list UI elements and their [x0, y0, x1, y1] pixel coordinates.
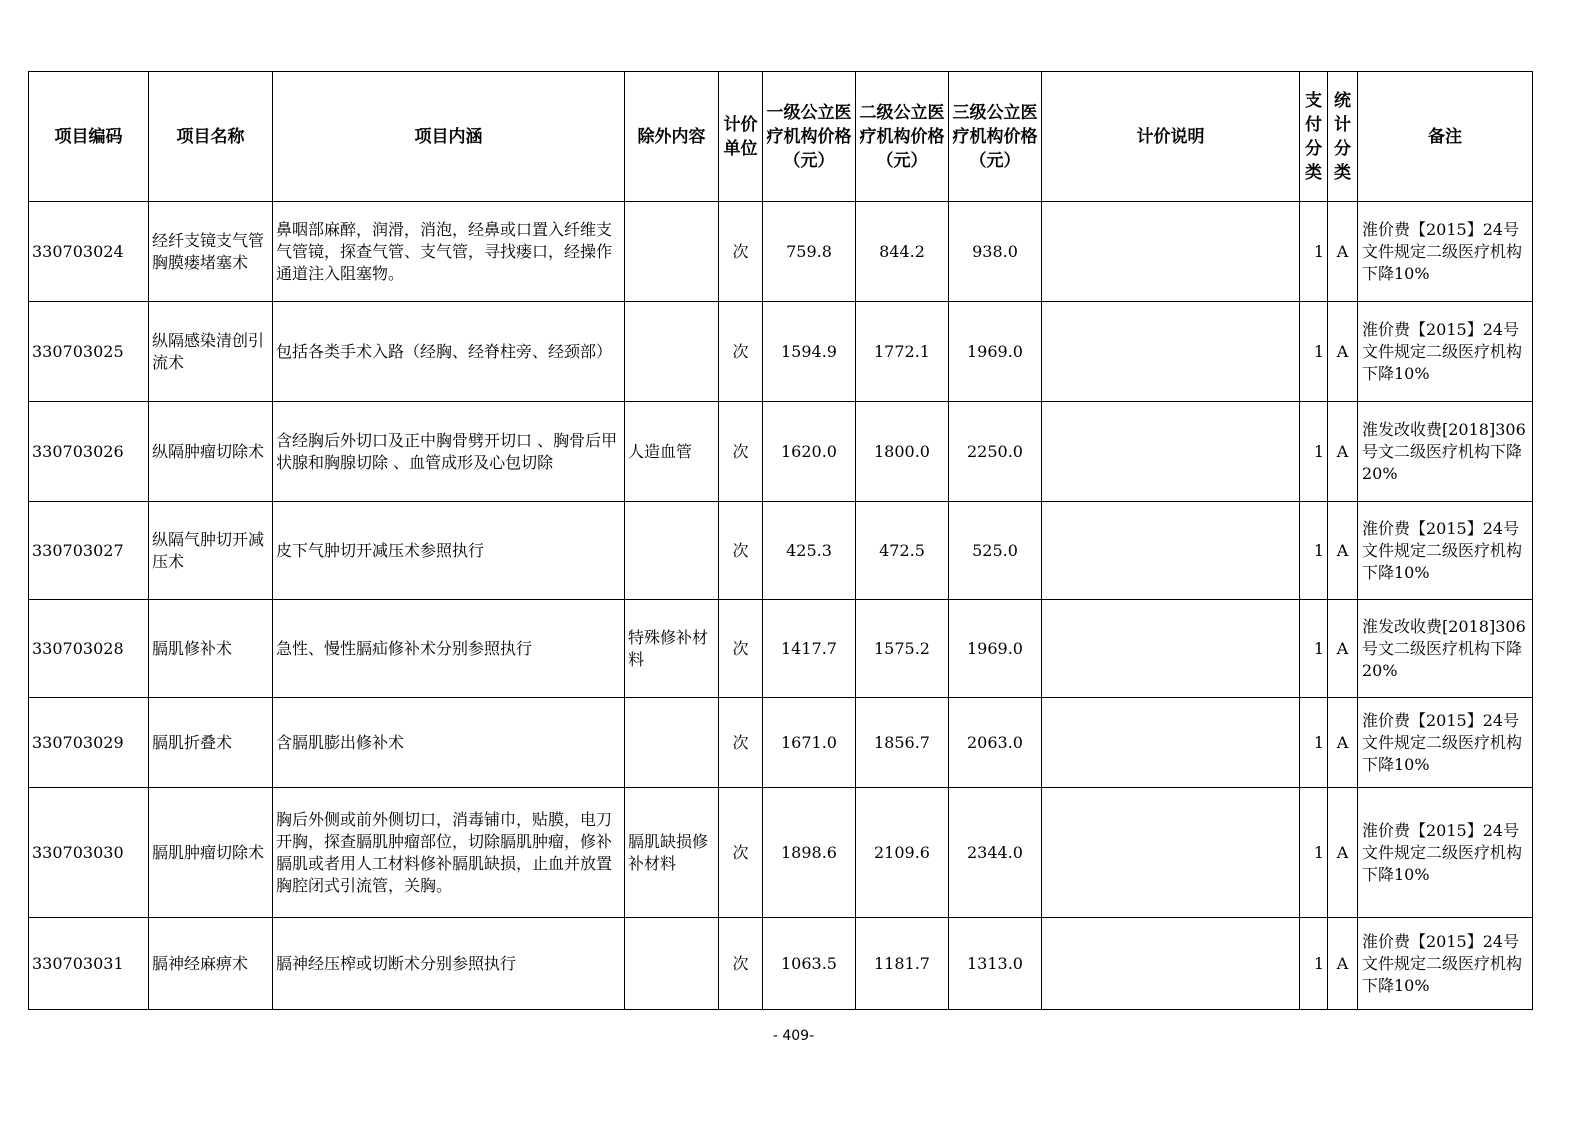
cell-stat: A	[1328, 202, 1358, 302]
cell-remark: 淮价费【2015】24号文件规定二级医疗机构下降10%	[1358, 302, 1533, 402]
header-exclude: 除外内容	[625, 72, 719, 202]
cell-unit: 次	[719, 698, 763, 788]
cell-unit: 次	[719, 402, 763, 502]
table-row	[29, 600, 1533, 698]
header-price2: 二级公立医疗机构价格（元）	[856, 72, 949, 202]
table-header-row	[29, 72, 1533, 202]
cell-price2: 1772.1	[856, 302, 949, 402]
cell-name: 膈肌肿瘤切除术	[149, 788, 273, 918]
cell-price3: 1969.0	[949, 302, 1042, 402]
cell-name: 膈神经麻痹术	[149, 918, 273, 1010]
header-content: 项目内涵	[273, 72, 625, 202]
cell-pay: 1	[1300, 698, 1328, 788]
cell-price1: 1671.0	[763, 698, 856, 788]
cell-stat: A	[1328, 788, 1358, 918]
table-row	[29, 202, 1533, 302]
cell-price3: 2344.0	[949, 788, 1042, 918]
cell-content: 急性、慢性膈疝修补术分别参照执行	[273, 600, 625, 698]
header-name: 项目名称	[149, 72, 273, 202]
cell-exclude	[625, 502, 719, 600]
header-explain: 计价说明	[1042, 72, 1300, 202]
cell-price2: 844.2	[856, 202, 949, 302]
cell-explain	[1042, 698, 1300, 788]
cell-explain	[1042, 788, 1300, 918]
cell-code: 330703026	[29, 402, 149, 502]
cell-remark: 淮价费【2015】24号文件规定二级医疗机构下降10%	[1358, 202, 1533, 302]
cell-name: 纵隔肿瘤切除术	[149, 402, 273, 502]
cell-unit: 次	[719, 918, 763, 1010]
cell-price3: 1969.0	[949, 600, 1042, 698]
table-row	[29, 918, 1533, 1010]
cell-code: 330703024	[29, 202, 149, 302]
header-price1: 一级公立医疗机构价格（元）	[763, 72, 856, 202]
cell-exclude	[625, 698, 719, 788]
cell-explain	[1042, 600, 1300, 698]
cell-remark: 淮价费【2015】24号文件规定二级医疗机构下降10%	[1358, 502, 1533, 600]
cell-unit: 次	[719, 788, 763, 918]
cell-exclude: 人造血管	[625, 402, 719, 502]
cell-name: 纵隔感染清创引流术	[149, 302, 273, 402]
cell-content: 胸后外侧或前外侧切口，消毒铺巾，贴膜，电刀开胸，探查膈肌肿瘤部位，切除膈肌肿瘤，修补膈肌或者用人工材料修补膈肌缺损，止血并放置胸腔闭式引流管，关胸。	[273, 788, 625, 918]
cell-exclude: 特殊修补材料	[625, 600, 719, 698]
cell-remark: 淮价费【2015】24号文件规定二级医疗机构下降10%	[1358, 698, 1533, 788]
cell-price2: 1856.7	[856, 698, 949, 788]
cell-pay: 1	[1300, 302, 1328, 402]
cell-content: 含经胸后外切口及正中胸骨劈开切口 、胸骨后甲状腺和胸腺切除 、血管成形及心包切除	[273, 402, 625, 502]
cell-remark: 淮价费【2015】24号文件规定二级医疗机构下降10%	[1358, 788, 1533, 918]
cell-name: 膈肌折叠术	[149, 698, 273, 788]
cell-explain	[1042, 202, 1300, 302]
cell-price1: 1898.6	[763, 788, 856, 918]
cell-pay: 1	[1300, 402, 1328, 502]
cell-price2: 2109.6	[856, 788, 949, 918]
cell-price1: 759.8	[763, 202, 856, 302]
cell-exclude: 膈肌缺损修补材料	[625, 788, 719, 918]
cell-price1: 1417.7	[763, 600, 856, 698]
cell-explain	[1042, 502, 1300, 600]
cell-remark: 淮发改收费[2018]306号文二级医疗机构下降20%	[1358, 600, 1533, 698]
cell-price3: 2250.0	[949, 402, 1042, 502]
cell-content: 包括各类手术入路（经胸、经脊柱旁、经颈部）	[273, 302, 625, 402]
cell-stat: A	[1328, 302, 1358, 402]
table-row	[29, 698, 1533, 788]
cell-pay: 1	[1300, 600, 1328, 698]
header-price3: 三级公立医疗机构价格（元）	[949, 72, 1042, 202]
cell-name: 膈肌修补术	[149, 600, 273, 698]
header-pay: 支付分类	[1300, 72, 1328, 202]
cell-unit: 次	[719, 302, 763, 402]
cell-code: 330703028	[29, 600, 149, 698]
table-row	[29, 302, 1533, 402]
cell-price1: 1594.9	[763, 302, 856, 402]
cell-price2: 472.5	[856, 502, 949, 600]
header-stat: 统计分类	[1328, 72, 1358, 202]
cell-exclude	[625, 918, 719, 1010]
cell-code: 330703027	[29, 502, 149, 600]
cell-content: 含膈肌膨出修补术	[273, 698, 625, 788]
cell-price2: 1181.7	[856, 918, 949, 1010]
cell-code: 330703031	[29, 918, 149, 1010]
cell-pay: 1	[1300, 502, 1328, 600]
cell-price1: 425.3	[763, 502, 856, 600]
table-row	[29, 402, 1533, 502]
cell-content: 皮下气肿切开减压术参照执行	[273, 502, 625, 600]
cell-unit: 次	[719, 600, 763, 698]
header-code: 项目编码	[29, 72, 149, 202]
cell-stat: A	[1328, 918, 1358, 1010]
cell-price2: 1575.2	[856, 600, 949, 698]
cell-price1: 1620.0	[763, 402, 856, 502]
cell-pay: 1	[1300, 918, 1328, 1010]
table-row	[29, 788, 1533, 918]
cell-content: 膈神经压榨或切断术分别参照执行	[273, 918, 625, 1010]
cell-name: 纵隔气肿切开减压术	[149, 502, 273, 600]
cell-pay: 1	[1300, 788, 1328, 918]
table-row	[29, 502, 1533, 600]
cell-stat: A	[1328, 698, 1358, 788]
header-unit: 计价单位	[719, 72, 763, 202]
cell-remark: 淮价费【2015】24号文件规定二级医疗机构下降10%	[1358, 918, 1533, 1010]
cell-exclude	[625, 302, 719, 402]
cell-code: 330703025	[29, 302, 149, 402]
page-number: - 409-	[772, 1028, 815, 1044]
cell-explain	[1042, 918, 1300, 1010]
cell-price2: 1800.0	[856, 402, 949, 502]
cell-stat: A	[1328, 600, 1358, 698]
cell-price3: 1313.0	[949, 918, 1042, 1010]
cell-price1: 1063.5	[763, 918, 856, 1010]
cell-exclude	[625, 202, 719, 302]
cell-stat: A	[1328, 502, 1358, 600]
header-remark: 备注	[1358, 72, 1533, 202]
cell-stat: A	[1328, 402, 1358, 502]
cell-remark: 淮发改收费[2018]306号文二级医疗机构下降20%	[1358, 402, 1533, 502]
price-table	[28, 71, 1533, 1010]
cell-code: 330703029	[29, 698, 149, 788]
cell-code: 330703030	[29, 788, 149, 918]
cell-name: 经纤支镜支气管胸膜瘘堵塞术	[149, 202, 273, 302]
cell-explain	[1042, 402, 1300, 502]
cell-price3: 2063.0	[949, 698, 1042, 788]
cell-price3: 938.0	[949, 202, 1042, 302]
cell-unit: 次	[719, 202, 763, 302]
cell-content: 鼻咽部麻醉，润滑，消泡，经鼻或口置入纤维支气管镜，探查气管、支气管，寻找瘘口，经操作通道注入阻塞物。	[273, 202, 625, 302]
cell-price3: 525.0	[949, 502, 1042, 600]
cell-unit: 次	[719, 502, 763, 600]
cell-explain	[1042, 302, 1300, 402]
cell-pay: 1	[1300, 202, 1328, 302]
